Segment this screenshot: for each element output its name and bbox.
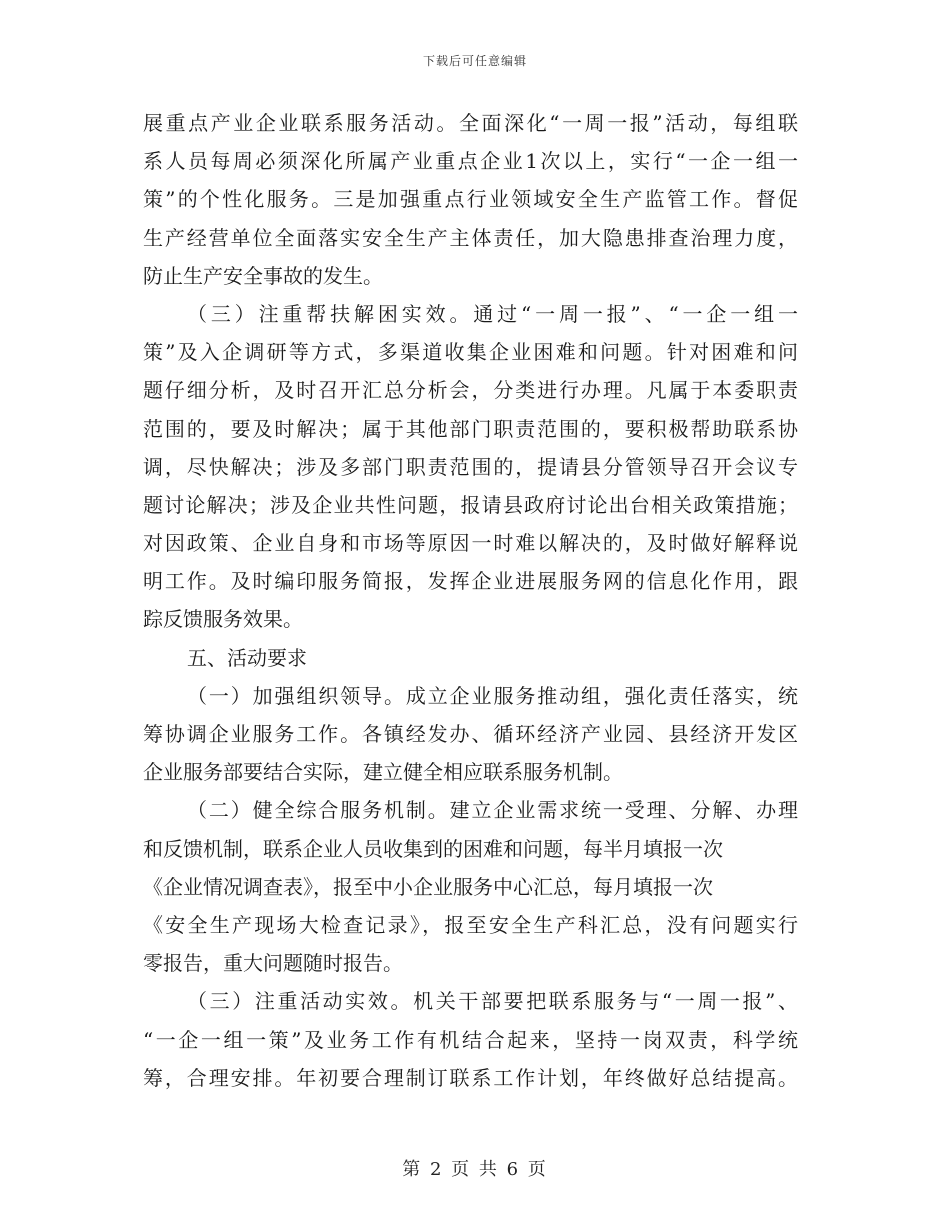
section-heading: 五、活动要求 [187,645,307,670]
text-line: （三）注重帮扶解困实效。通过“一周一报”、“一企一组一 [187,301,798,326]
text-line: 系人员每周必须深化所属产业重点企业1次以上，实行“一企一组一 [143,149,798,174]
text-line: 对因政策、企业自身和市场等原因一时难以解决的，及时做好解释说 [143,531,798,556]
text-line: 策”及入企调研等方式，多渠道收集企业困难和问题。针对困难和问 [143,340,798,365]
text-line: 踪反馈服务效果。 [143,607,303,632]
text-line: （二）健全综合服务机制。建立企业需求统一受理、分解、办理 [187,798,798,823]
text-line: 策”的个性化服务。三是加强重点行业领域安全生产监管工作。督促 [143,187,798,212]
text-line: 调，尽快解决；涉及多部门职责范围的，提请县分管领导召开会议专 [143,454,798,479]
text-line: 明工作。及时编印服务简报，发挥企业进展服务网的信息化作用，跟 [143,569,798,594]
text-line: 展重点产业企业联系服务活动。全面深化“一周一报”活动，每组联 [143,111,798,135]
text-line: 零报告，重大问题随时报告。 [143,951,403,976]
text-line: 筹协调企业服务工作。各镇经发办、循环经济产业园、县经济开发区 [143,722,798,746]
text-line: （三）注重活动实效。机关干部要把联系服务与“一周一报”、 [187,989,798,1014]
text-line: （一）加强组织领导。成立企业服务推动组，强化责任落实，统 [187,683,798,708]
text-line: 范围的，要及时解决；属于其他部门职责范围的，要积极帮助联系协 [143,416,798,441]
body-text [143,104,798,1097]
text-line: 防止生产安全事故的发生。 [143,263,383,288]
text-line: 题讨论解决；涉及企业共性问题，报请县政府讨论出台相关政策措施； [143,492,798,517]
text-line: 《企业情况调查表》，报至中小企业服务中心汇总，每月填报一次 [143,874,713,899]
text-line: “一企一组一策”及业务工作有机结合起来，坚持一岗双责，科学统 [143,1027,798,1052]
text-line: 和反馈机制，联系企业人员收集到的困难和问题，每半月填报一次 [143,836,723,861]
text-line: 筹，合理安排。年初要合理制订联系工作计划，年终做好总结提高。 [143,1065,798,1090]
text-line: 《安全生产现场大检查记录》，报至安全生产科汇总，没有问题实行 [143,912,798,937]
text-line: 生产经营单位全面落实安全生产主体责任，加大隐患排查治理力度， [143,225,798,250]
page-header: 下载后可任意编辑 [422,54,527,68]
page-footer: 第 2 页 共 6 页 [402,1159,548,1180]
text-line: 题仔细分析，及时召开汇总分析会，分类进行办理。凡属于本委职责 [143,378,798,403]
text-line: 企业服务部要结合实际，建立健全相应联系服务机制。 [143,760,623,785]
